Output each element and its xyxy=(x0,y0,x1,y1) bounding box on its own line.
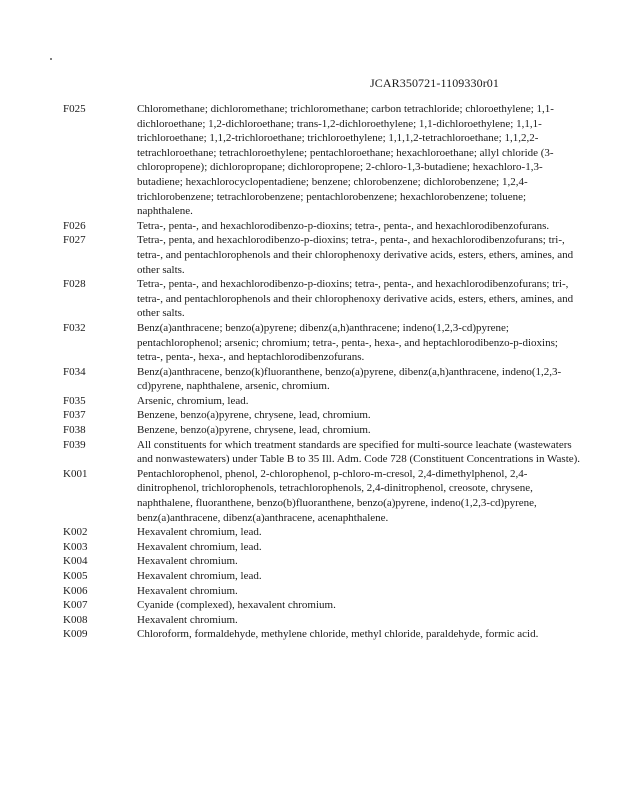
table-row xyxy=(63,525,583,540)
table-row xyxy=(63,423,583,438)
constituent-list: Hexavalent chromium. xyxy=(137,555,238,568)
table-row xyxy=(63,408,583,423)
table-row xyxy=(63,233,583,277)
table-row xyxy=(63,219,583,234)
table-row xyxy=(63,569,583,584)
table-row xyxy=(63,394,583,409)
table-row xyxy=(63,540,583,555)
document-id: JCAR350721-1109330r01 xyxy=(370,76,499,90)
table-row xyxy=(63,554,583,569)
constituent-list: Tetra-, penta, and hexachlorodibenzo-p-dioxins; tetra-, penta-, and hexachlorodibenzofurans; tri-, tetra-, and pentachlorophenols and their chlorophenoxy derivative acids, esters, ethers, amines, and other salts. xyxy=(137,234,574,276)
waste-code: F027 xyxy=(63,234,86,247)
waste-code: F026 xyxy=(63,219,86,232)
constituent-list: Tetra-, penta-, and hexachlorodibenzo-p-dioxins; tetra-, penta-, and hexachlorodibenzofurans; tri-, tetra-, and pentachlorophenols and their chlorophenoxy derivative acids, esters, ethers, amines, and other salts. xyxy=(137,278,574,320)
constituent-list: Hexavalent chromium, lead. xyxy=(137,570,262,582)
table-row xyxy=(63,627,583,642)
constituent-list: All constituents for which treatment standards are specified for multi-source leachate (wastewaters and nonwastewaters) under Table B to 35 Ill. Adm. Code 728 (Constituent Concentrations in Waste). xyxy=(137,438,581,466)
waste-code: K004 xyxy=(63,555,88,568)
waste-code: F034 xyxy=(63,365,86,378)
constituent-list: Hexavalent chromium. xyxy=(137,613,238,626)
constituent-list: Hexavalent chromium, lead. xyxy=(137,540,262,553)
waste-code: F032 xyxy=(63,321,86,334)
waste-code: K001 xyxy=(63,467,88,480)
waste-code: K007 xyxy=(63,599,88,612)
table-row xyxy=(63,438,583,467)
constituent-list: Benz(a)anthracene, benzo(k)fluoranthene, benzo(a)pyrene, dibenz(a,h)anthracene, indeno(1,2,3-cd)pyrene, naphthalene, arsenic, chromium. xyxy=(137,365,562,393)
waste-code: F039 xyxy=(63,438,86,451)
table-row xyxy=(63,598,583,613)
table-row xyxy=(63,467,583,525)
waste-code: F025 xyxy=(63,103,86,115)
waste-code: F035 xyxy=(63,394,86,407)
constituent-list: Pentachlorophenol, phenol, 2-chlorophenol, p-chloro-m-cresol, 2,4-dimethylphenol, 2,4-dinitrophenol, trichlorophenols, tetrachlorophenols, 2,4-dinitrophenol, creosote, chrysene, naphthalene, fluoranthene, benzo(b)fluoranthene, benzo(a)pyrene, indeno(1,2,3-cd)pyrene, benz(a)anthracene, dibenz(a)anthracene, acenaphthalene. xyxy=(137,467,537,524)
waste-code: K002 xyxy=(63,526,88,539)
waste-code: K009 xyxy=(63,628,88,641)
waste-code-table xyxy=(63,102,583,642)
constituent-list: Benzene, benzo(a)pyrene, chrysene, lead, chromium. xyxy=(137,409,371,422)
scan-speck xyxy=(50,58,52,60)
table-row xyxy=(63,365,583,394)
constituent-list: Hexavalent chromium, lead. xyxy=(137,526,262,539)
waste-code: K006 xyxy=(63,584,88,597)
waste-code: K008 xyxy=(63,613,88,626)
table-row xyxy=(63,321,583,365)
waste-code: K005 xyxy=(63,570,88,582)
table-row xyxy=(63,102,583,219)
constituent-list: Chloromethane; dichloromethane; trichloromethane; carbon tetrachloride; chloroethylene; 1,1-dichloroethane; 1,2-dichloroethane; trans-1,2-dichloroethylene; 1,1-dichloroethylene; 1,1,1-trichloroethane; 1,1,2-trichloroethane; trichloroethylene; 1,1,1,2-tetrachloroethane; 1,1,2,2-tetrachloroethane; tetrachloroethylene; pentachloroethane; hexachloroethane; allyl chloride (3-chloropropene); dichloropropane; dichloropropene; 2-chloro-1,3-butadiene; hexachloro-1,3-butadiene; hexachlorocyclopentadiene; benzene; chlorobenzene; dichlorobenzene; 1,2,4-trichlorobenzene; tetrachlorobenzene; pentachlorobenzene; hexachlorobenzene; toluene; naphthalene. xyxy=(137,103,554,218)
constituent-list: Arsenic, chromium, lead. xyxy=(137,394,249,407)
waste-code: F038 xyxy=(63,424,86,437)
table-row xyxy=(63,613,583,628)
waste-code: K003 xyxy=(63,540,88,553)
waste-code: F037 xyxy=(63,409,86,422)
table-row xyxy=(63,584,583,599)
constituent-list: Hexavalent chromium. xyxy=(137,584,238,597)
table-row xyxy=(63,277,583,321)
constituent-list: Cyanide (complexed), hexavalent chromium. xyxy=(137,599,336,612)
waste-code: F028 xyxy=(63,278,86,291)
constituent-list: Chloroform, formaldehyde, methylene chloride, methyl chloride, paraldehyde, formic acid. xyxy=(137,628,539,641)
constituent-list: Benzene, benzo(a)pyrene, chrysene, lead, chromium. xyxy=(137,424,371,437)
constituent-list: Tetra-, penta-, and hexachlorodibenzo-p-dioxins; tetra-, penta-, and hexachlorodibenzofurans. xyxy=(137,219,550,232)
constituent-list: Benz(a)anthracene; benzo(a)pyrene; dibenz(a,h)anthracene; indeno(1,2,3-cd)pyrene; pentachlorophenol; arsenic; chromium; tetra-, penta-, hexa-, and heptachlorodibenzo-p-dioxins; tetra-, penta-, hexa-, and heptachlorodibenzofurans. xyxy=(137,321,558,364)
